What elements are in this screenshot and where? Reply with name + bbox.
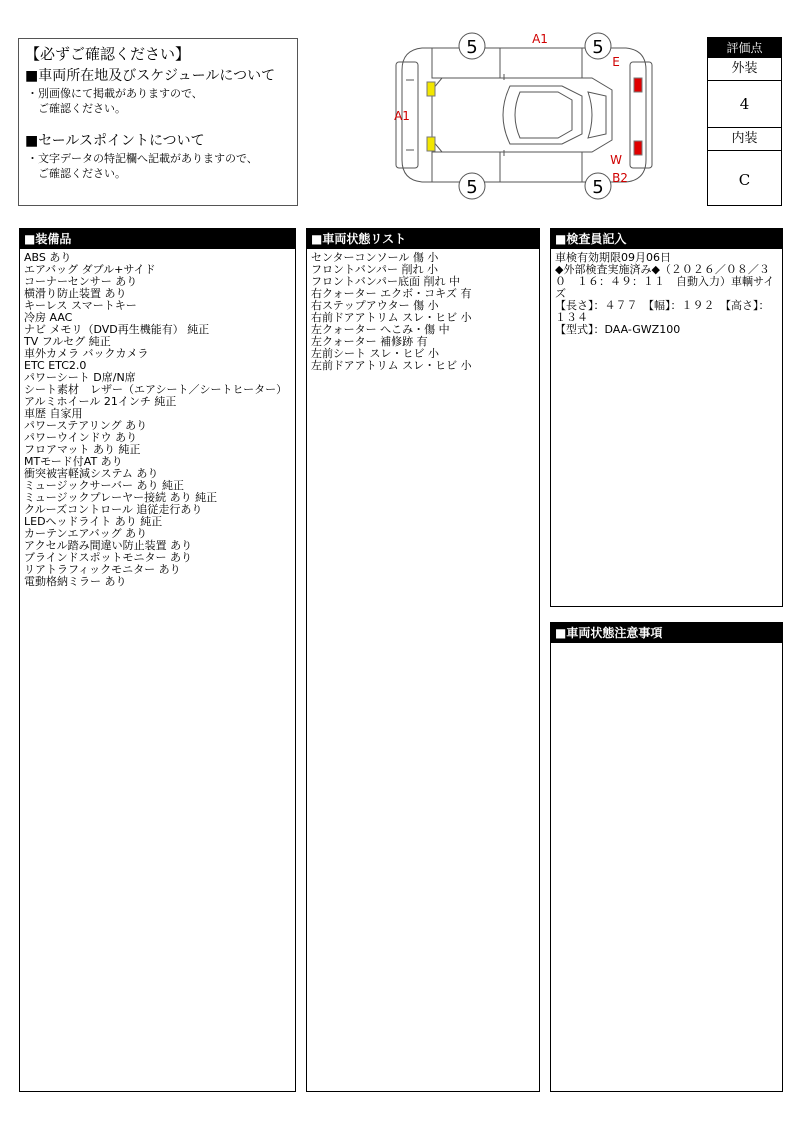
equipment-item: シート素材 レザー（エアシート／シートヒーター） (24, 383, 288, 396)
equipment-item: 衝突被害軽減システム あり (24, 467, 159, 480)
equipment-item: アクセル踏み間違い防止装置 あり (24, 539, 193, 552)
caution-panel (550, 622, 783, 1092)
equipment-item: TV フルセグ 純正 (24, 335, 111, 348)
equipment-item: 車外カメラ バックカメラ (24, 347, 149, 360)
damage-code-right-quarter: E (612, 55, 620, 69)
inspector-line: 【型式】：DAA-GWZ100 (555, 323, 681, 336)
condition-item: 左前ドアアトリム スレ・ヒビ 小 (311, 359, 472, 372)
condition-item: フロントバンパー底面 削れ 中 (311, 275, 461, 288)
condition-item: 左クォーター 補修跡 有 (311, 335, 428, 348)
equipment-item: ABS あり (24, 251, 72, 264)
equipment-item: カーテンエアバッグ あり (24, 527, 148, 540)
condition-item: センターコンソール 傷 小 (311, 251, 439, 264)
exterior-grade-value: 4 (708, 81, 781, 128)
notice-title: 【必ずご確認ください】 (25, 45, 191, 63)
front-light-marker-bottom (427, 137, 435, 151)
interior-grade-value: C (738, 171, 751, 189)
condition-list (307, 249, 539, 375)
inspector-notes (551, 249, 782, 339)
equipment-item: ミュージックサーバー あり 純正 (24, 479, 185, 492)
equipment-title: ■装備品 (20, 229, 295, 249)
equipment-item: 横滑り防止装置 あり (24, 287, 127, 300)
equipment-item: パワーステアリング あり (24, 419, 148, 432)
condition-title: ■車両状態リスト (307, 229, 539, 249)
tire-front-left-number: 5 (466, 37, 478, 58)
equipment-item: 車歴 自家用 (24, 407, 83, 420)
tire-rear-right-number: 5 (592, 177, 604, 198)
equipment-item: 電動格納ミラー あり (24, 575, 127, 588)
equipment-item: ETC ETC2.0 (24, 359, 87, 372)
sales-point-note: ・文字データの特記欄へ記載がありますので、 ご確認ください。 (27, 152, 258, 180)
equipment-item: ブラインドスポットモニター あり (24, 551, 193, 564)
tire-front-right-number: 5 (592, 37, 604, 58)
damage-code-left-quarter-w: W (610, 153, 622, 167)
car-damage-diagram (392, 30, 656, 200)
front-light-marker-top (427, 82, 435, 96)
location-schedule-note: ・別画像にて掲載がありますので、 ご確認ください。 (27, 87, 203, 115)
condition-item: 左クォーター へこみ・傷 中 (311, 323, 450, 336)
inspector-line: 車検有効期限09月06日 (555, 251, 671, 264)
sales-point-heading: ■セールスポイントについて (25, 133, 205, 149)
equipment-item: エアバッグ ダブル+サイド (24, 263, 156, 276)
inspector-line: ◆外部検査実施済み◆（２０２６／０８／３０ １６：４９：１１ 自動入力）車輌サイズ (555, 263, 775, 300)
equipment-item: ナビ メモリ（DVD再生機能有） 純正 (24, 323, 210, 336)
equipment-item: 冷房 AAC (24, 311, 73, 324)
equipment-item: LEDヘッドライト あり 純正 (24, 515, 163, 528)
damage-code-front: A1 (394, 109, 410, 123)
condition-item: 右前ドアアトリム スレ・ヒビ 小 (311, 311, 472, 324)
notice-box (18, 38, 298, 206)
grade-header: 評価点 (708, 38, 781, 58)
interior-label: 内装 (708, 128, 781, 151)
car-outline-svg (392, 30, 656, 200)
inspector-panel (550, 228, 783, 607)
condition-item: 右ステップアウター 傷 小 (311, 299, 439, 312)
equipment-item: キーレス スマートキー (24, 299, 137, 312)
equipment-item: パワーウインドウ あり (24, 431, 138, 444)
equipment-item: ミュージックプレーヤー接続 あり 純正 (24, 491, 218, 504)
condition-item: 右クォーター エクボ・コキズ 有 (311, 287, 472, 300)
equipment-item: MTモード付AT あり (24, 455, 123, 468)
equipment-item: リアトラフィックモニター あり (24, 563, 181, 576)
grade-box (707, 37, 782, 206)
equipment-item: コーナーセンサー あり (24, 275, 138, 288)
condition-panel (306, 228, 540, 1092)
damage-code-roof: A1 (532, 32, 548, 46)
equipment-item: アルミホイール 21インチ 純正 (24, 395, 177, 408)
equipment-item: パワーシート D席/N席 (24, 371, 136, 384)
caution-body (551, 643, 782, 649)
tire-rear-left-number: 5 (466, 177, 478, 198)
caution-title: ■車両状態注意事項 (551, 623, 782, 643)
condition-item: フロントバンパー 削れ 小 (311, 263, 439, 276)
location-schedule-heading: ■車両所在地及びスケジュールについて (25, 68, 276, 84)
rear-light-marker-top (634, 78, 642, 92)
damage-code-left-quarter-b2: B2 (612, 171, 628, 185)
equipment-list (20, 249, 295, 591)
inspector-title: ■検査員記入 (551, 229, 782, 249)
inspector-line: 【長さ】：４７７ 【幅】：１９２ 【高さ】：１３４ (555, 299, 770, 324)
equipment-item: フロアマット あり 純正 (24, 443, 141, 456)
rear-light-marker-bottom (634, 141, 642, 155)
equipment-panel (19, 228, 296, 1092)
exterior-label: 外装 (708, 58, 781, 81)
equipment-item: クルーズコントロール 追従走行あり (24, 503, 203, 516)
condition-item: 左前シート スレ・ヒビ 小 (311, 347, 439, 360)
